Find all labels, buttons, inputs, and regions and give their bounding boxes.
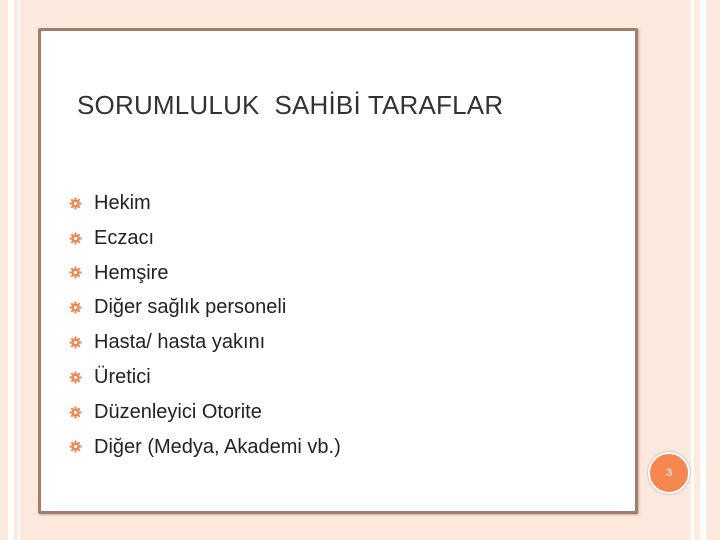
gear-bullet-icon (69, 371, 82, 384)
bullet-list (69, 186, 341, 464)
bullet-text: Üretici (94, 365, 151, 388)
bullet-text: Hemşire (94, 261, 169, 284)
bullet-item (69, 221, 341, 256)
bullet-text: Diğer sağlık personeli (94, 296, 287, 319)
gear-bullet-icon (69, 440, 82, 453)
gear-bullet-icon (69, 197, 82, 210)
decorative-stripe (8, 0, 14, 540)
bullet-text: Hekim (94, 192, 151, 214)
gear-bullet-icon (69, 336, 82, 349)
bullet-text: Düzenleyici Otorite (94, 400, 262, 423)
bullet-text: Eczacı (94, 226, 155, 249)
bullet-item (69, 256, 341, 291)
decorative-stripe (691, 0, 694, 540)
gear-bullet-icon (69, 406, 82, 419)
gear-bullet-icon (69, 232, 82, 245)
decorative-stripe (18, 0, 20, 540)
bullet-item (69, 290, 341, 325)
decorative-stripe (700, 0, 706, 540)
bullet-text: Diğer (Medya, Akademi vb.) (94, 435, 341, 458)
bullet-item (69, 186, 341, 221)
bullet-text: Hasta/ hasta yakını (94, 331, 266, 354)
bullet-item (69, 430, 341, 465)
slide-number-badge: 3 (648, 452, 690, 494)
slide-frame (38, 28, 638, 514)
slide-title: SORUMLULUK SAHİBİ TARAFLAR (77, 90, 504, 120)
bullet-item (69, 360, 341, 395)
bullet-item (69, 395, 341, 430)
gear-bullet-icon (69, 301, 82, 314)
bullet-item (69, 325, 341, 360)
gear-bullet-icon (69, 266, 82, 279)
